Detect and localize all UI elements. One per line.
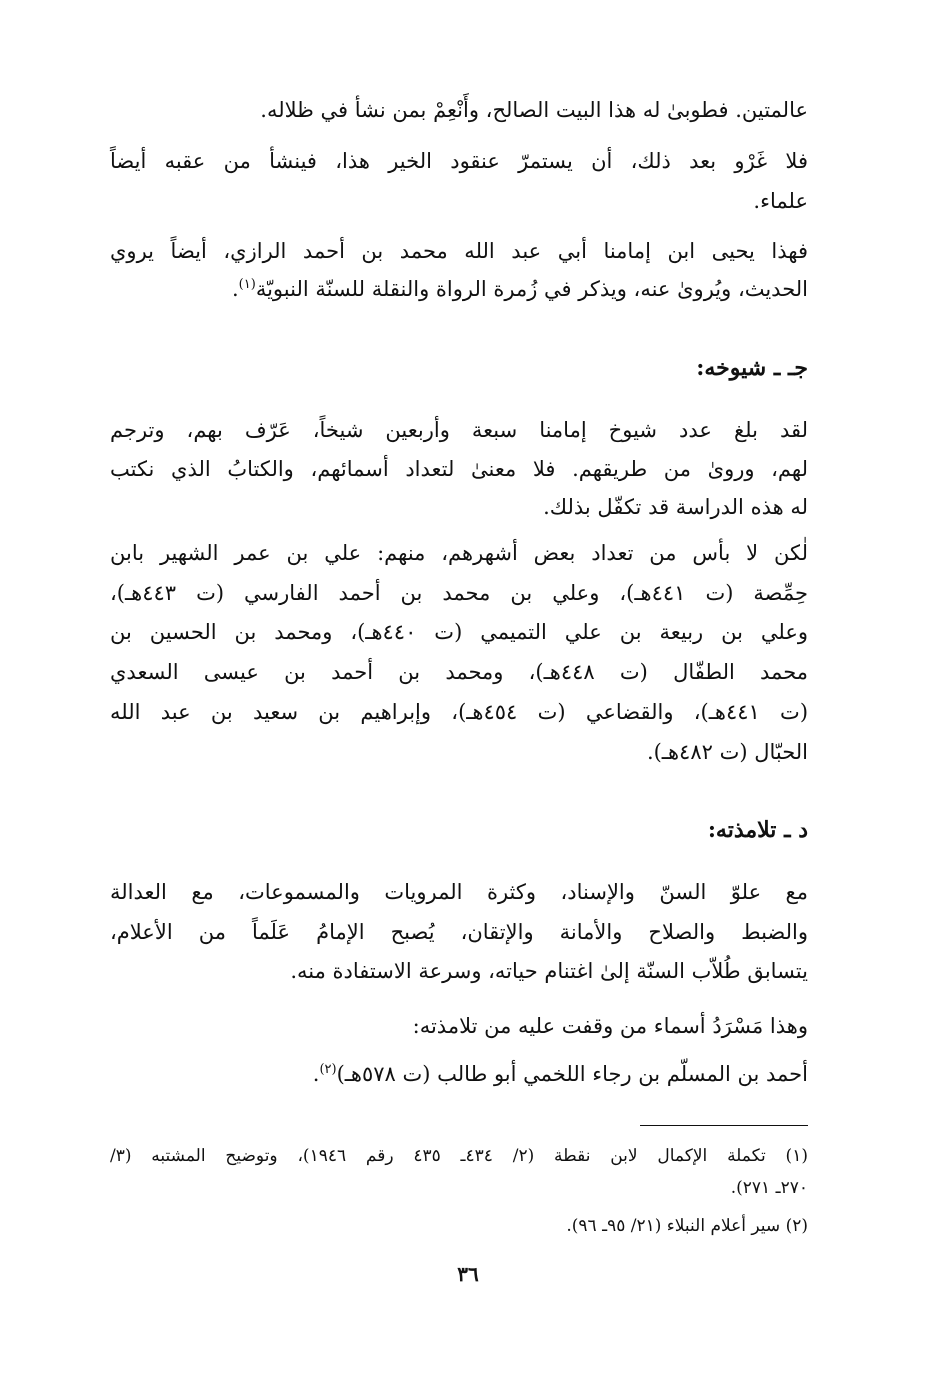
paragraph-5-line-5: (ت ٤٤١هـ)، والقضاعي (ت ٤٥٤هـ)، وإبراهيم بن سعيد بن عبد الله [110, 700, 809, 724]
paragraph-5-line-6: الحبّال (ت ٤٨٢هـ). [646, 740, 808, 764]
section-heading-shuyukh: جـ ـ شيوخه: [696, 355, 808, 381]
paragraph-2-line-2: علماء. [753, 189, 808, 213]
paragraph-3-line-1: فهذا يحيى ابن إمامنا أبي عبد الله محمد بن أحمد الرازي، أيضاً يروي [110, 239, 808, 263]
footnote-marker-1: (١) [238, 277, 256, 292]
section-heading-talamidhah: د ـ تلامذته: [707, 817, 808, 843]
paragraph-6-line-3: يتسابق طُلاّب السنّة إلىٰ اغتنام حياته، وسرعة الاستفادة منه. [290, 959, 808, 983]
footnote-separator [640, 1125, 808, 1126]
paragraph-6-line-2: والضبط والصلاح والأمانة والإتقان، يُصبح الإمامُ عَلَماً من الأعلام، [110, 920, 808, 944]
footnote-1-line-2: ٢٧٠ـ ٢٧١). [730, 1178, 808, 1198]
paragraph-4-line-1: لقد بلغ عدد شيوخ إمامنا سبعة وأربعين شيخاً، عَرّف بهم، وترجم [110, 418, 808, 442]
paragraph-8-text: أحمد بن المسلّم بن رجاء اللخمي أبو طالب (ت ٥٧٨هـ) [336, 1062, 808, 1086]
paragraph-4-line-3: له هذه الدراسة قد تكفّل بذلك. [543, 495, 808, 519]
paragraph-1-line-1: عالمتين. فطوبىٰ له هذا البيت الصالح، وأَنْعِمْ بمن نشأ في ظلاله. [260, 98, 808, 122]
paragraph-5-line-4: محمد الطفّال (ت ٤٤٨هـ)، ومحمد بن أحمد بن عيسى السعدي [110, 660, 808, 684]
paragraph-5-line-3: وعلي بن ربيعة بن علي التميمي (ت ٤٤٠هـ)، ومحمد بن الحسين بن [110, 620, 809, 644]
paragraph-5-line-2: حِمِّصة (ت ٤٤١هـ)، وعلي بن محمد بن أحمد الفارسي (ت ٤٤٣هـ)، [110, 581, 809, 605]
footnote-marker-2: (٢) [319, 1062, 337, 1077]
paragraph-3-line-2 [232, 274, 808, 304]
paragraph-3-end-punct: . [231, 277, 239, 301]
footnote-2: (٢) سير أعلام النبلاء (٢١/ ٩٥ـ ٩٦). [566, 1216, 808, 1236]
paragraph-6-line-1: مع علوّ السنّ والإسناد، وكثرة المرويات والمسموعات، مع العدالة [110, 880, 808, 904]
paragraph-3-line-2-text: الحديث، ويُروىٰ عنه، ويذكر في زُمرة الرواة والنقلة للسنّة النبويّة [255, 277, 808, 301]
footnote-1-line-1: (١) تكملة الإكمال لابن نقطة (٢/ ٤٣٤ـ ٤٣٥ رقم ١٩٤٦)، وتوضيح المشتبه (٣/ [110, 1146, 808, 1166]
paragraph-7-line-1: وهذا مَسْرَدُ أسماء من وقفت عليه من تلامذته: [412, 1014, 808, 1038]
paragraph-8-line-1 [313, 1059, 808, 1089]
paragraph-4-line-2: لهم، وروىٰ من طريقهم. فلا معنىٰ لتعداد أسمائهم، والكتابُ الذي نكتب [110, 457, 808, 481]
paragraph-5-line-1: لٰكن لا بأس من تعداد بعض أشهرهم، منهم: علي بن عمر الشهير بابن [110, 541, 808, 565]
paragraph-2-line-1: فلا غَرْو بعد ذلك، أن يستمرّ عنقود الخير هذا، فينشأ من عقبه أيضاً [110, 149, 808, 173]
paragraph-8-end-punct: . [312, 1062, 320, 1086]
page-number: ٣٦ [457, 1262, 479, 1286]
